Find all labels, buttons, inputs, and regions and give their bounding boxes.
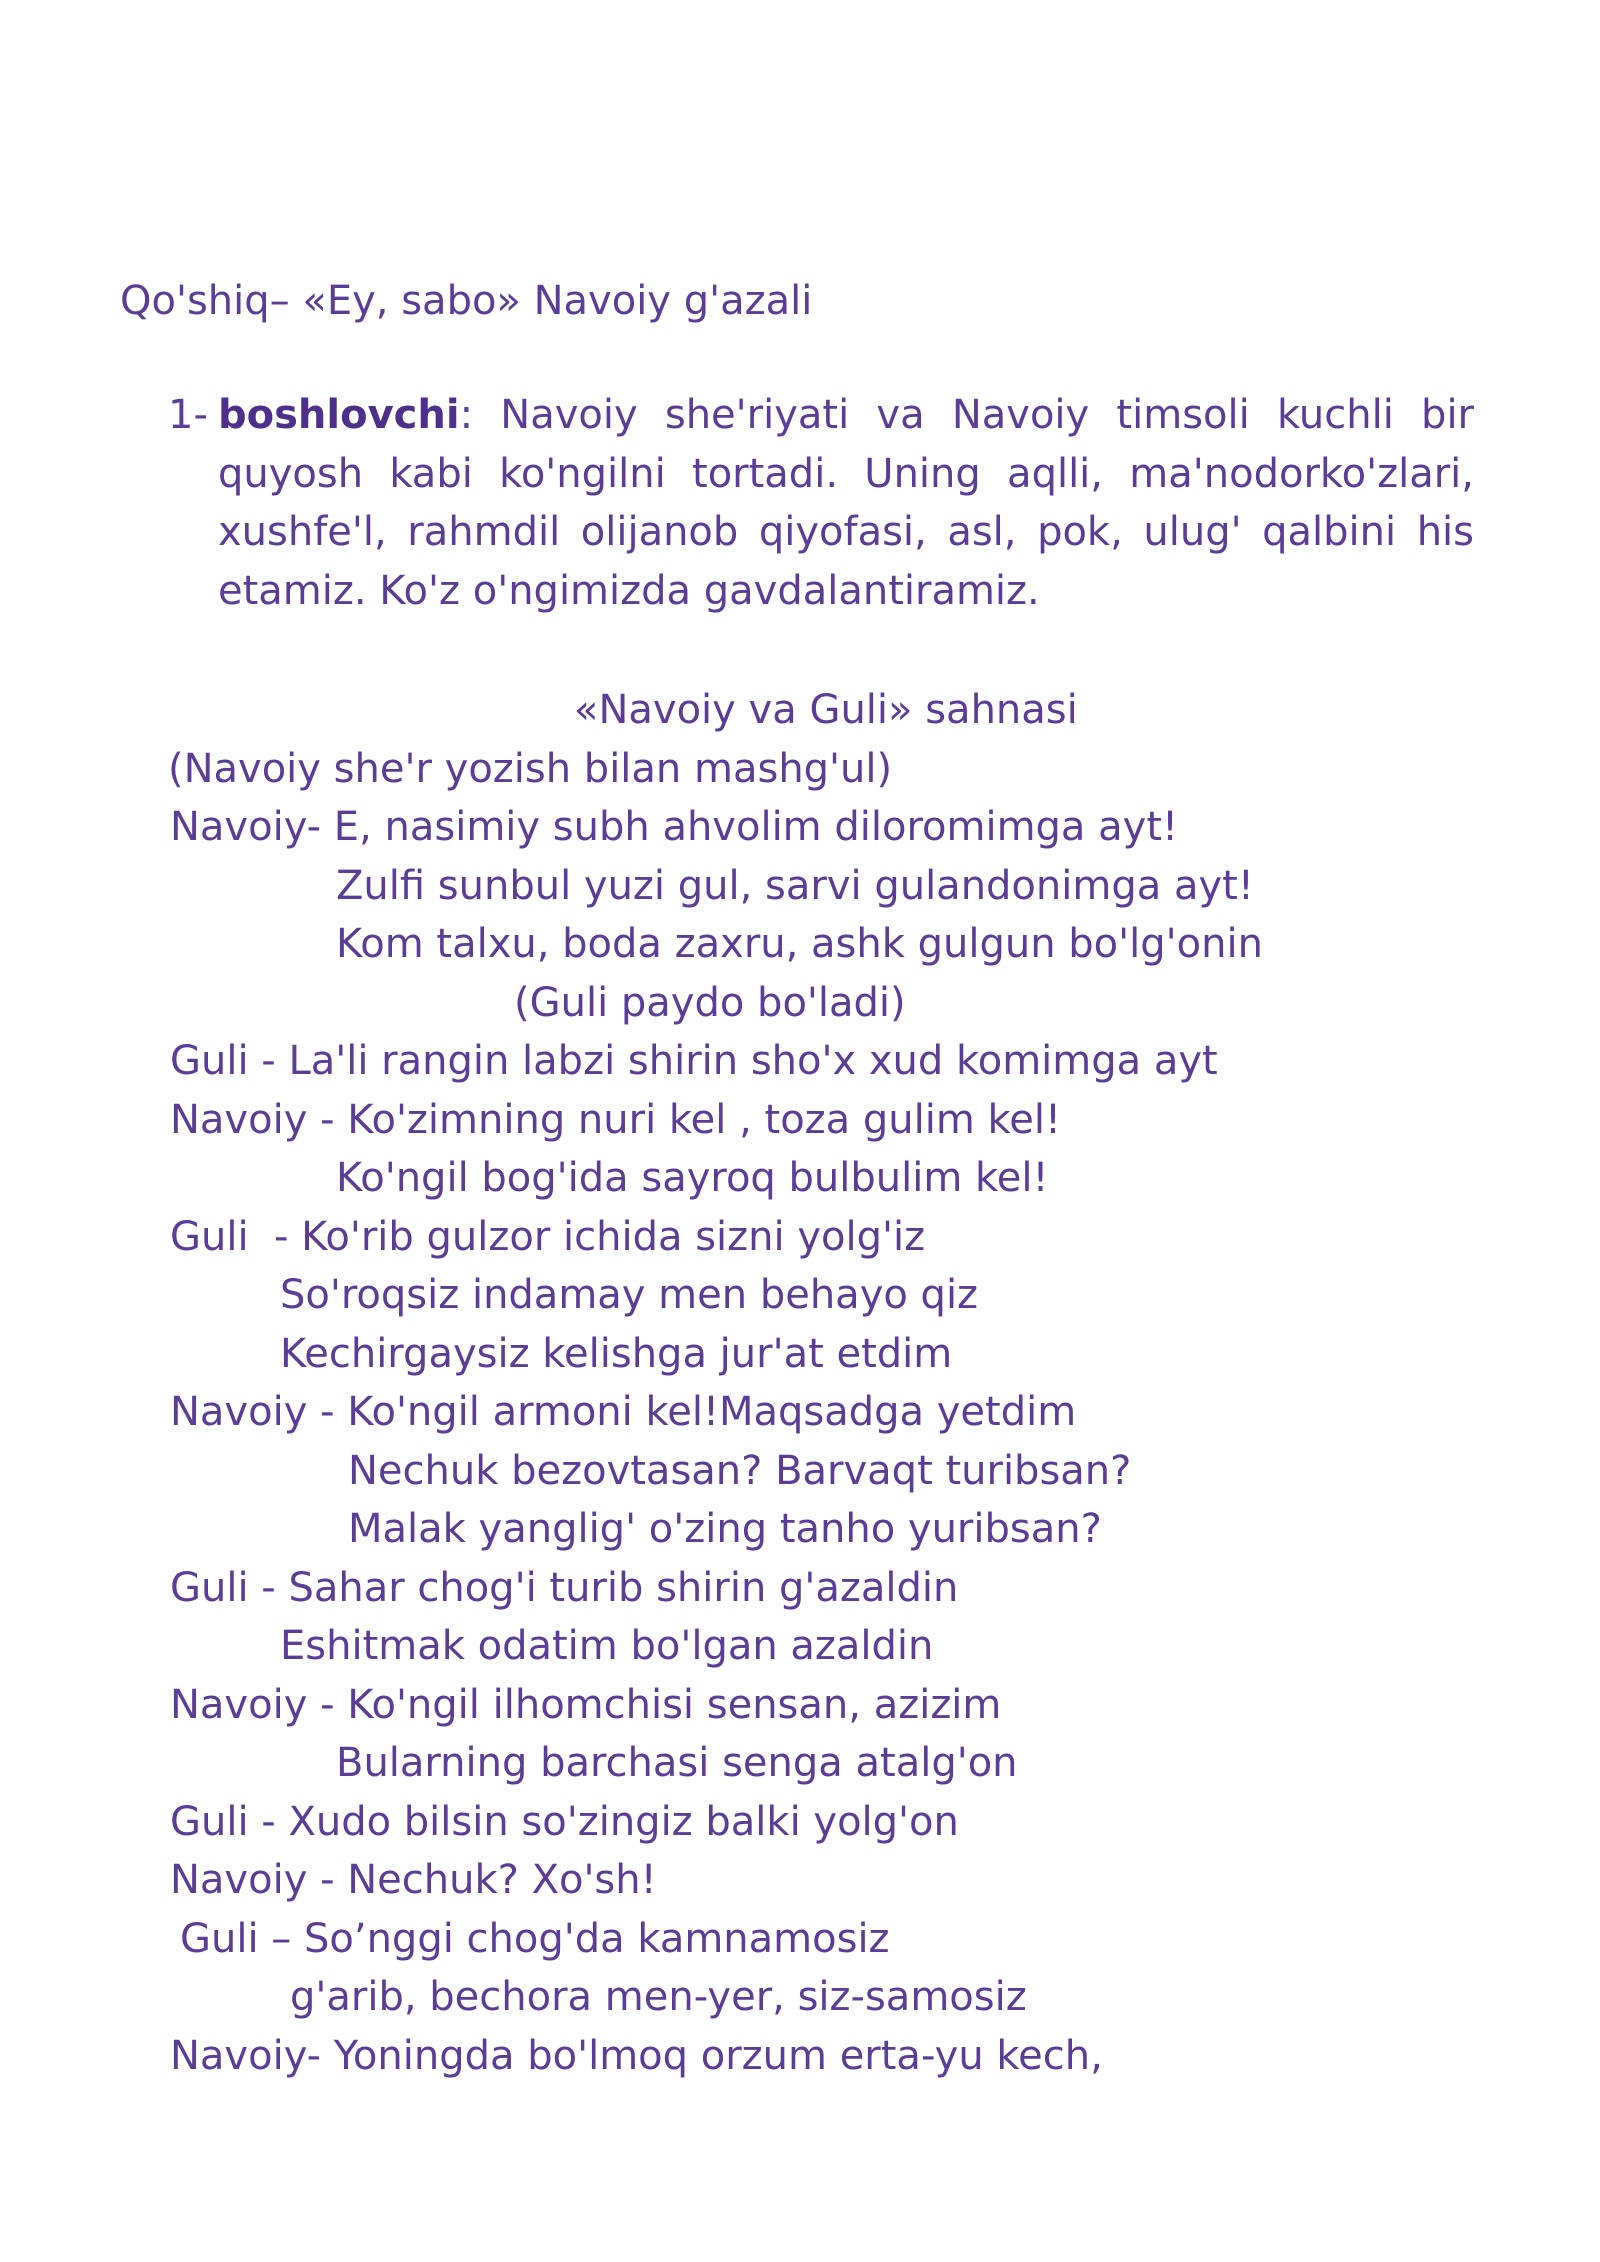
script-line: Bularning barchasi senga atalg'on: [336, 1740, 1018, 1786]
script-line: Guli – So’nggi chog'da kamnamosiz: [180, 1916, 890, 1962]
speaker-label: boshlovchi: [218, 392, 460, 438]
script-line: Kechirgaysiz kelishga jur'at etdim: [280, 1331, 953, 1377]
script-line: Guli - Xudo bilsin so'zingiz balki yolg'on: [170, 1799, 959, 1845]
speaker-colon: :: [459, 392, 474, 438]
stage-direction: (Guli paydo bo'ladi): [514, 980, 906, 1026]
script-line: Navoiy- Yoningda bo'lmoq orzum erta-yu kech,: [170, 2033, 1103, 2079]
script-line: Navoiy - Ko'zimning nuri kel , toza gulim kel!: [170, 1097, 1062, 1143]
intro-text: Navoiy she'riyati va Navoiy timsoli kuchli bir quyosh kabi ko'ngilni tortadi. Uning aqlli, ma'nodorko'zlari, xushfe'l, rahmdil olijanob qiyofasi, asl, pok, ulug' qalbini his etamiz. Ko'z o'ngimizda gavdalantiramiz.: [218, 392, 1474, 614]
scene-title: «Navoiy va Guli» sahnasi: [574, 687, 1078, 733]
script-line: So'roqsiz indamay men behayo qiz: [280, 1272, 979, 1318]
script-line: Navoiy- E, nasimiy subh ahvolim diloromimga ayt!: [170, 804, 1179, 850]
script-line: Eshitmak odatim bo'lgan azaldin: [280, 1623, 934, 1669]
script-line: Guli - La'li rangin labzi shirin sho'x xud komimga ayt: [170, 1038, 1218, 1084]
script-line: g'arib, bechora men-yer, siz-samosiz: [290, 1974, 1027, 2020]
intro-text-block: [218, 386, 1474, 620]
script-line: Zulfi sunbul yuzi gul, sarvi gulandonimga ayt!: [336, 863, 1254, 909]
stage-direction: (Navoiy she'r yozish bilan mashg'ul): [168, 746, 893, 792]
script-line: Navoiy - Nechuk? Xo'sh!: [170, 1857, 657, 1903]
list-number: 1-: [168, 392, 208, 438]
song-title: Qo'shiq– «Ey, sabo» Navoiy g'azali: [120, 278, 813, 324]
script-line: Guli - Sahar chog'i turib shirin g'azaldin: [170, 1565, 959, 1611]
script-line: Navoiy - Ko'ngil armoni kel!Maqsadga yetdim: [170, 1389, 1077, 1435]
script-line: Malak yanglig' o'zing tanho yuribsan?: [348, 1506, 1102, 1552]
script-line: Navoiy - Ko'ngil ilhomchisi sensan, azizim: [170, 1682, 1002, 1728]
script-line: Guli - Ko'rib gulzor ichida sizni yolg'iz: [170, 1214, 926, 1260]
script-line: Nechuk bezovtasan? Barvaqt turibsan?: [348, 1448, 1132, 1494]
script-line: Ko'ngil bog'ida sayroq bulbulim kel!: [336, 1155, 1049, 1201]
host-intro-paragraph: [168, 386, 1474, 620]
script-line: Kom talxu, boda zaxru, ashk gulgun bo'lg'onin: [336, 921, 1263, 967]
